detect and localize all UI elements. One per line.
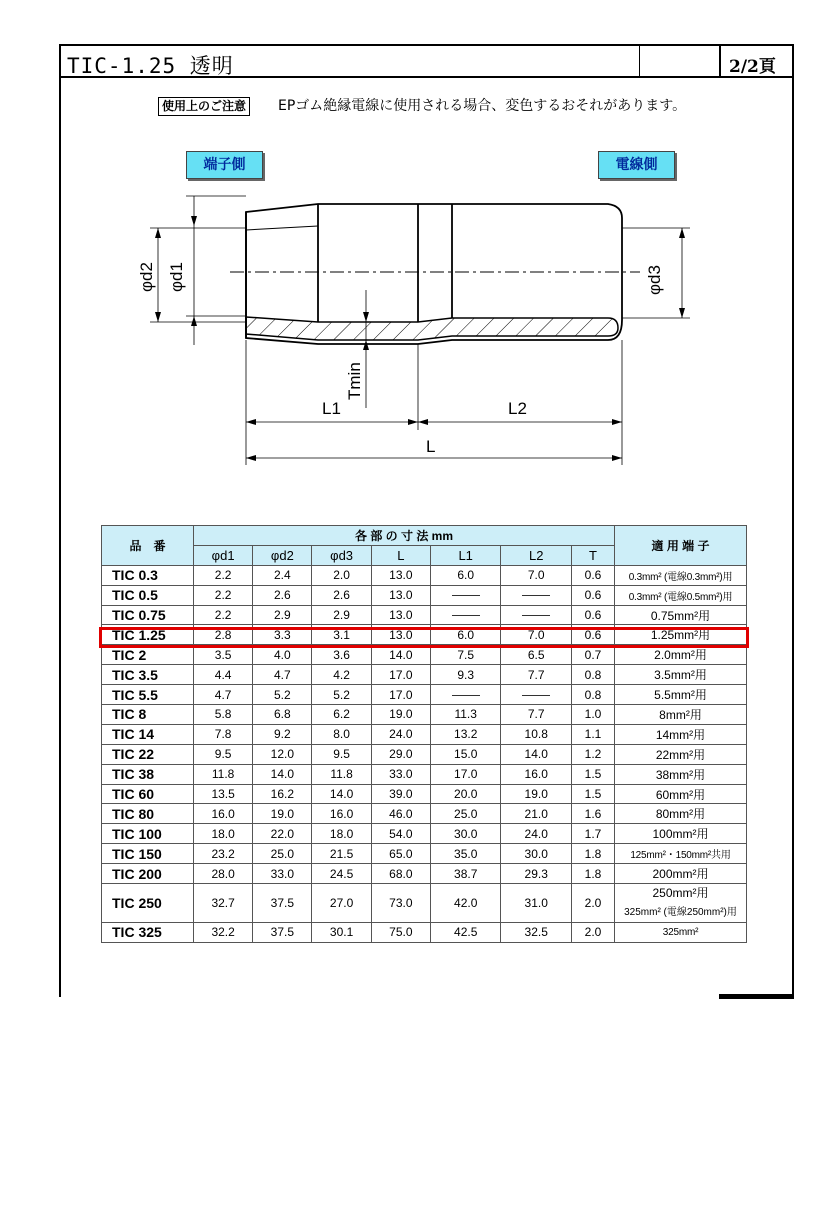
dimension-value: 2.9 [253, 605, 312, 625]
highlight-box [99, 627, 749, 648]
label-l1: L1 [322, 399, 341, 418]
dimension-value: 25.0 [430, 804, 501, 824]
dimension-table [101, 525, 747, 943]
dimension-value: 3.3 [253, 625, 312, 645]
dimension-value: 27.0 [312, 884, 371, 923]
dimension-value: 12.0 [253, 744, 312, 764]
dimension-value: 6.8 [253, 705, 312, 725]
dimension-value: 7.5 [430, 645, 501, 665]
table-row [102, 784, 747, 804]
page-number: 2/2頁 [729, 57, 776, 77]
dimension-value: 7.7 [501, 665, 572, 685]
dimension-value: 2.6 [253, 585, 312, 605]
table-row [102, 605, 747, 625]
dimension-value: 19.0 [253, 804, 312, 824]
table-row [102, 724, 747, 744]
dimension-value: 0.6 [571, 565, 614, 585]
dimension-value: 4.4 [194, 665, 253, 685]
dimension-value: 21.0 [501, 804, 572, 824]
part-number: TIC 0.5 [102, 585, 194, 605]
part-number: TIC 325 [102, 923, 194, 943]
terminal-size: 0.3mm² (電線0.5mm²)用 [615, 585, 747, 605]
dimension-value: 37.5 [253, 884, 312, 923]
dimension-value: 13.0 [371, 605, 430, 625]
part-number: TIC 0.3 [102, 565, 194, 585]
table-row [102, 685, 747, 705]
document-header [59, 44, 794, 78]
table-row [102, 864, 747, 884]
dimension-value: 5.8 [194, 705, 253, 725]
dimension-value: 6.0 [430, 625, 501, 645]
part-number: TIC 60 [102, 784, 194, 804]
dimension-value: 13.2 [430, 724, 501, 744]
dimension-value: 2.2 [194, 605, 253, 625]
dimension-value: 42.0 [430, 884, 501, 923]
header-divider [719, 46, 721, 76]
dimension-value: 32.5 [501, 923, 572, 943]
dimension-value: 5.2 [253, 685, 312, 705]
terminal-size: 100mm²用 [615, 824, 747, 844]
dimension-value: 8.0 [312, 724, 371, 744]
label-tmin: Tmin [345, 362, 364, 400]
empty-dash [430, 585, 501, 605]
dimension-value: 2.0 [571, 923, 614, 943]
dimension-value: 2.4 [253, 565, 312, 585]
table-row [102, 844, 747, 864]
wall-section-hatch [246, 317, 618, 340]
dimension-value: 1.8 [571, 844, 614, 864]
dimension-value: 73.0 [371, 884, 430, 923]
dimension-value: 20.0 [430, 784, 501, 804]
dimension-value: 17.0 [371, 685, 430, 705]
dimension-value: 14.0 [371, 645, 430, 665]
dimension-value: 0.6 [571, 605, 614, 625]
dimension-value: 4.7 [194, 685, 253, 705]
part-number: TIC 1.25 [102, 625, 194, 645]
dimension-value: 32.2 [194, 923, 253, 943]
empty-dash [501, 685, 572, 705]
dimension-value: 24.0 [371, 724, 430, 744]
dimension-value: 14.0 [312, 784, 371, 804]
empty-dash [430, 605, 501, 625]
table-row [102, 884, 747, 923]
terminal-size: 200mm²用 [615, 864, 747, 884]
empty-dash [430, 685, 501, 705]
table-row [102, 804, 747, 824]
dimension-value: 13.0 [371, 625, 430, 645]
terminal-side-tag: 端子側 [186, 151, 263, 179]
dimension-value: 0.8 [571, 665, 614, 685]
dimension-value: 9.2 [253, 724, 312, 744]
dimension-value: 16.0 [312, 804, 371, 824]
part-number: TIC 22 [102, 744, 194, 764]
dimension-value: 9.5 [194, 744, 253, 764]
terminal-size: 5.5mm²用 [615, 685, 747, 705]
dimension-value: 30.0 [430, 824, 501, 844]
dimension-value: 9.3 [430, 665, 501, 685]
part-number: TIC 150 [102, 844, 194, 864]
dimension-value: 24.0 [501, 824, 572, 844]
dimension-value: 28.0 [194, 864, 253, 884]
dimension-value: 30.1 [312, 923, 371, 943]
dimension-value: 1.0 [571, 705, 614, 725]
dimension-value: 6.2 [312, 705, 371, 725]
dimension-value: 2.6 [312, 585, 371, 605]
terminal-size: 0.3mm² (電線0.3mm²)用 [615, 565, 747, 585]
column-header-terminal: 適 用 端 子 [615, 526, 747, 566]
dimension-value: 13.0 [371, 565, 430, 585]
part-number: TIC 38 [102, 764, 194, 784]
table-row [102, 565, 747, 585]
column-header-dim: L2 [501, 545, 572, 565]
dimension-value: 19.0 [371, 705, 430, 725]
dimension-value: 22.0 [253, 824, 312, 844]
part-number: TIC 5.5 [102, 685, 194, 705]
empty-dash [501, 605, 572, 625]
wire-side-tag: 電線側 [598, 151, 675, 179]
dimension-diagram [120, 180, 700, 480]
terminal-size: 22mm²用 [615, 744, 747, 764]
table-row [102, 744, 747, 764]
table-row [102, 705, 747, 725]
dimension-value: 23.2 [194, 844, 253, 864]
dimension-value: 16.0 [501, 764, 572, 784]
dimension-value: 31.0 [501, 884, 572, 923]
dimension-value: 1.6 [571, 804, 614, 824]
terminal-size: 38mm²用 [615, 764, 747, 784]
dimension-value: 4.0 [253, 645, 312, 665]
dimension-value: 46.0 [371, 804, 430, 824]
header-divider [639, 46, 640, 76]
dimension-value: 11.8 [194, 764, 253, 784]
dimension-value: 14.0 [253, 764, 312, 784]
dimension-value: 4.2 [312, 665, 371, 685]
dimension-value: 7.7 [501, 705, 572, 725]
terminal-size-line: 250mm²用 [652, 886, 709, 901]
dimension-value: 16.0 [194, 804, 253, 824]
dimension-value: 2.9 [312, 605, 371, 625]
dimension-value: 1.1 [571, 724, 614, 744]
terminal-size: 325mm² [615, 923, 747, 943]
dimension-value: 7.0 [501, 625, 572, 645]
part-number: TIC 3.5 [102, 665, 194, 685]
dimension-value: 30.0 [501, 844, 572, 864]
dimension-value: 42.5 [430, 923, 501, 943]
label-l: L [426, 437, 436, 456]
table-row [102, 923, 747, 943]
dimension-value: 0.8 [571, 685, 614, 705]
part-number: TIC 100 [102, 824, 194, 844]
dimension-value: 0.6 [571, 585, 614, 605]
column-header-dim: L1 [430, 545, 501, 565]
terminal-size: 0.75mm²用 [615, 605, 747, 625]
column-header-dim: T [571, 545, 614, 565]
column-header-dim: L [371, 545, 430, 565]
dimension-value: 68.0 [371, 864, 430, 884]
part-number: TIC 80 [102, 804, 194, 824]
dimension-value: 35.0 [430, 844, 501, 864]
terminal-size: 8mm²用 [615, 705, 747, 725]
part-number: TIC 2 [102, 645, 194, 665]
column-header-part: 品 番 [102, 526, 194, 566]
dimension-value: 17.0 [430, 764, 501, 784]
dimension-value: 7.0 [501, 565, 572, 585]
dimension-value: 25.0 [253, 844, 312, 864]
terminal-size: 60mm²用 [615, 784, 747, 804]
table-row [102, 764, 747, 784]
dimension-value: 3.5 [194, 645, 253, 665]
dimension-value: 33.0 [371, 764, 430, 784]
dimension-value: 13.0 [371, 585, 430, 605]
part-number: TIC 0.75 [102, 605, 194, 625]
column-header-dim: φd1 [194, 545, 253, 565]
part-number: TIC 14 [102, 724, 194, 744]
column-header-dim: φd3 [312, 545, 371, 565]
terminal-size: 2.0mm²用 [615, 645, 747, 665]
dimension-value: 3.6 [312, 645, 371, 665]
dimension-value: 65.0 [371, 844, 430, 864]
dimension-value: 0.6 [571, 625, 614, 645]
dimension-value: 37.5 [253, 923, 312, 943]
dimension-value: 54.0 [371, 824, 430, 844]
dimension-value: 15.0 [430, 744, 501, 764]
column-header-dimensions: 各 部 の 寸 法 mm [194, 526, 615, 546]
footer-rule [719, 994, 794, 999]
dimension-value: 6.5 [501, 645, 572, 665]
dimension-value: 2.2 [194, 585, 253, 605]
label-l2: L2 [508, 399, 527, 418]
inner-line [246, 226, 318, 230]
dimension-value: 18.0 [312, 824, 371, 844]
label-d2: φd2 [137, 262, 156, 292]
label-d1: φd1 [167, 262, 186, 292]
dimension-value: 2.0 [312, 565, 371, 585]
dimension-value: 0.7 [571, 645, 614, 665]
document-title: TIC-1.25 透明 [67, 54, 234, 78]
dimension-value: 2.8 [194, 625, 253, 645]
caution-label: 使用上のご注意 [158, 97, 250, 116]
dimension-value: 4.7 [253, 665, 312, 685]
terminal-size-line: 325mm² (電線250mm²)用 [624, 907, 737, 919]
terminal-size: 80mm²用 [615, 804, 747, 824]
dimension-value: 9.5 [312, 744, 371, 764]
dimension-value: 6.0 [430, 565, 501, 585]
dimension-value: 1.2 [571, 744, 614, 764]
table-row [102, 824, 747, 844]
dimension-value: 3.1 [312, 625, 371, 645]
part-number: TIC 200 [102, 864, 194, 884]
dimension-value: 14.0 [501, 744, 572, 764]
dimension-value: 16.2 [253, 784, 312, 804]
dimension-value: 18.0 [194, 824, 253, 844]
dimension-value: 13.5 [194, 784, 253, 804]
dimension-value: 21.5 [312, 844, 371, 864]
terminal-size: 3.5mm²用 [615, 665, 747, 685]
column-header-dim: φd2 [253, 545, 312, 565]
dimension-value: 1.8 [571, 864, 614, 884]
dimension-value: 11.8 [312, 764, 371, 784]
terminal-size [615, 884, 747, 923]
dimension-value: 1.5 [571, 764, 614, 784]
dimension-value: 32.7 [194, 884, 253, 923]
part-number: TIC 250 [102, 884, 194, 923]
terminal-size: 1.25mm²用 [615, 625, 747, 645]
terminal-size: 125mm²・150mm²共用 [615, 844, 747, 864]
empty-dash [501, 585, 572, 605]
dimension-value: 29.0 [371, 744, 430, 764]
dimension-value: 33.0 [253, 864, 312, 884]
terminal-size: 14mm²用 [615, 724, 747, 744]
dimension-value: 11.3 [430, 705, 501, 725]
dimension-value: 2.2 [194, 565, 253, 585]
dimension-value: 5.2 [312, 685, 371, 705]
dimension-value: 75.0 [371, 923, 430, 943]
dimension-value: 39.0 [371, 784, 430, 804]
dimension-value: 1.7 [571, 824, 614, 844]
label-d3: φd3 [645, 265, 664, 295]
caution-message: EPゴム絶縁電線に使用される場合、変色するおそれがあります。 [278, 98, 687, 114]
dimension-value: 29.3 [501, 864, 572, 884]
dimension-value: 2.0 [571, 884, 614, 923]
dimension-value: 10.8 [501, 724, 572, 744]
dimension-value: 7.8 [194, 724, 253, 744]
dimension-value: 1.5 [571, 784, 614, 804]
table-row [102, 585, 747, 605]
part-number: TIC 8 [102, 705, 194, 725]
table-row [102, 665, 747, 685]
dimension-value: 24.5 [312, 864, 371, 884]
dimension-value: 19.0 [501, 784, 572, 804]
dimension-value: 17.0 [371, 665, 430, 685]
dimension-value: 38.7 [430, 864, 501, 884]
